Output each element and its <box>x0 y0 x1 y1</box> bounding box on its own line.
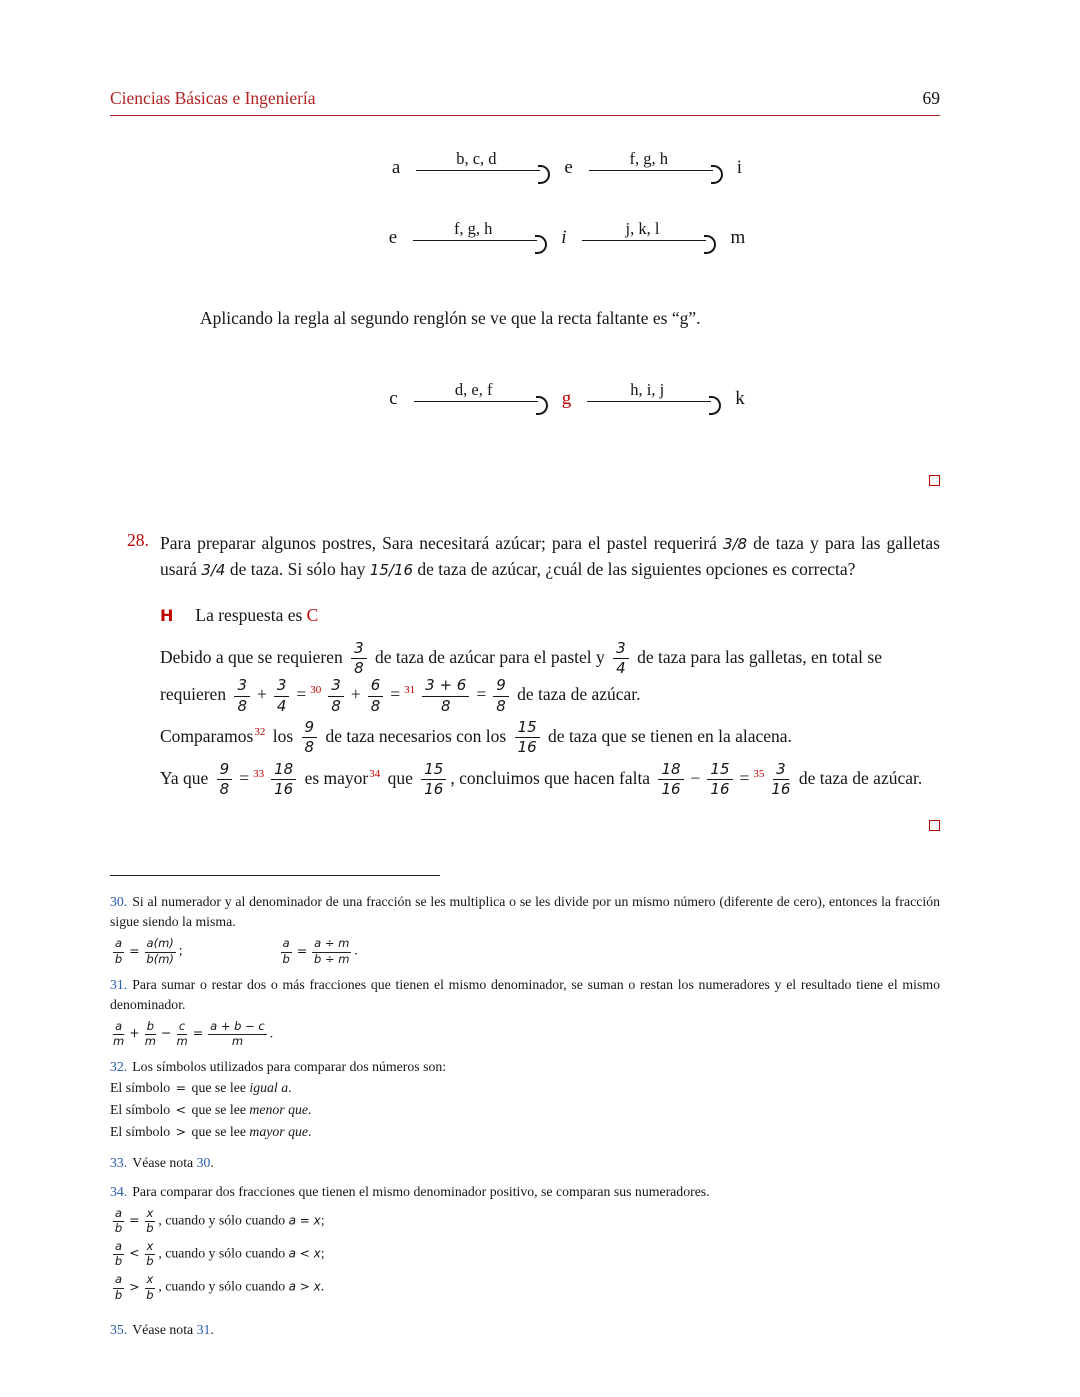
operator: − <box>690 767 701 788</box>
punctuation: . <box>320 1278 325 1294</box>
footnote-rule <box>110 875 440 876</box>
footnote-32 <box>110 1057 940 1077</box>
footnote-ref-32[interactable]: 32 <box>254 726 266 739</box>
equals-symbol: = <box>175 1080 187 1096</box>
footnote-31 <box>110 975 940 1015</box>
footnotes-section <box>110 875 940 1339</box>
numerator: 18 <box>271 761 296 780</box>
punctuation: . <box>288 1080 292 1096</box>
numerator: 9 <box>302 719 318 738</box>
footnote-33 <box>110 1153 940 1173</box>
text: de taza necesarios con los <box>321 725 511 746</box>
text: , cuando y sólo cuando <box>158 1245 289 1261</box>
denominator: b <box>146 1220 154 1235</box>
denominator: b(m) <box>146 951 174 966</box>
operator: = <box>296 942 308 958</box>
fraction <box>176 1020 187 1048</box>
denominator: 8 <box>354 658 364 677</box>
footnote-ref-33[interactable]: 33 <box>253 767 265 780</box>
arrow-label: b, c, d <box>456 149 497 168</box>
denominator: m <box>176 1034 188 1049</box>
problem-text: de taza. Si sólo hay <box>225 559 370 580</box>
denominator: m <box>113 1034 125 1049</box>
fraction <box>113 1020 124 1048</box>
solution-section <box>160 640 940 799</box>
text: que se lee <box>188 1080 250 1096</box>
text: El símbolo <box>110 1080 174 1096</box>
term: menor que <box>249 1102 309 1118</box>
denominator: 16 <box>661 780 681 799</box>
inline-fraction: 15/16 <box>369 561 414 580</box>
footnote-number[interactable]: 34. <box>110 1183 128 1199</box>
mapping-arrow <box>582 212 714 256</box>
page-header <box>110 88 940 116</box>
denominator: 8 <box>304 738 315 757</box>
fraction <box>368 677 384 715</box>
numerator: a + b − c <box>208 1020 267 1035</box>
diagram-letter: a <box>391 157 401 178</box>
arrow-label: d, e, f <box>454 380 493 399</box>
problem-statement <box>160 530 940 583</box>
diagram-row-answer <box>194 373 940 417</box>
problem-28 <box>110 530 940 583</box>
numerator: 3 <box>773 761 789 780</box>
operator: < <box>129 1245 140 1261</box>
section-title: Ciencias Básicas e Ingeniería <box>110 88 316 108</box>
denominator: 8 <box>496 696 506 715</box>
diagram-letter: k <box>735 388 745 409</box>
footnote-34-line-3 <box>110 1273 940 1301</box>
note-ref-31[interactable]: 31 <box>196 1321 211 1337</box>
fraction <box>145 937 176 965</box>
fraction <box>493 677 509 715</box>
greater-than-symbol: > <box>175 1124 187 1140</box>
footnote-31-math <box>110 1020 940 1048</box>
fraction <box>217 761 233 799</box>
denominator: 16 <box>274 780 294 799</box>
problem-text: Para preparar algunos postres, Sara necesitará azúcar; para el pastel requerirá <box>160 533 723 553</box>
fraction <box>312 937 351 965</box>
inline-fraction: 3/8 <box>722 535 748 553</box>
operator: > <box>129 1278 140 1294</box>
text: , cuando y sólo cuando <box>158 1278 289 1294</box>
diagram-letter-answer: g <box>561 388 572 409</box>
fraction <box>113 1240 124 1268</box>
text: que se lee <box>188 1124 250 1140</box>
fraction <box>422 677 469 715</box>
operator: + <box>257 684 267 705</box>
footnote-text: Para sumar o restar dos o más fracciones que tienen el mismo denominador, se suman o restan los numeradores y el resultado tiene el mismo denominador. <box>110 976 940 1012</box>
text: que <box>383 767 418 788</box>
footnote-32-line-1 <box>110 1077 940 1099</box>
solution-marker: H <box>160 605 174 625</box>
mapping-diagram-top <box>110 142 940 256</box>
numerator: 3 <box>351 640 367 659</box>
note-ref-30[interactable]: 30 <box>196 1154 211 1170</box>
numerator: 15 <box>421 761 446 780</box>
term: mayor que <box>249 1124 309 1140</box>
fraction <box>771 761 790 799</box>
footnote-34 <box>110 1182 940 1202</box>
fraction <box>145 1207 156 1235</box>
operator: = <box>739 767 750 788</box>
numerator: a <box>113 1273 124 1288</box>
text: El símbolo <box>110 1124 174 1140</box>
answer-letter: C <box>306 604 319 625</box>
denominator: 16 <box>517 738 537 757</box>
problem-text: de taza y para las galletas usará <box>160 533 940 580</box>
fraction <box>328 677 344 715</box>
fraction <box>274 677 290 715</box>
rule-explanation: Aplicando la regla al segundo renglón se ve que la recta faltante es “g”. <box>200 308 701 328</box>
text: de taza que se tienen en la alacena. <box>543 725 792 746</box>
fraction <box>234 677 250 715</box>
fraction <box>145 1240 156 1268</box>
footnote-35 <box>110 1320 940 1340</box>
numerator: a ÷ m <box>312 937 351 952</box>
qed-box <box>929 820 940 831</box>
footnote-ref-34[interactable]: 34 <box>369 767 381 780</box>
operator: = <box>296 684 307 705</box>
fraction <box>515 719 540 757</box>
footnote-ref-31[interactable]: 31 <box>404 684 416 697</box>
punctuation: ; <box>320 1245 325 1261</box>
fraction <box>113 1273 124 1301</box>
answer-line <box>160 605 940 626</box>
footnote-ref-30[interactable]: 30 <box>310 684 322 697</box>
fraction <box>145 1020 156 1048</box>
text: que se lee <box>188 1102 250 1118</box>
solution-paragraph-1 <box>160 640 940 715</box>
numerator: b <box>145 1020 156 1035</box>
footnote-text: Si al numerador y al denominador de una fracción se les multiplica o se les divide por un mismo número (diferente de cero), entonces la fracción sigue siendo la misma. <box>110 894 940 930</box>
footnote-number[interactable]: 30. <box>110 894 128 910</box>
diagram-letter: i <box>561 227 567 248</box>
diagram-letter: m <box>730 227 746 248</box>
footnote-34-line-1 <box>110 1207 940 1235</box>
denominator: 8 <box>219 780 230 799</box>
operator: + <box>350 684 361 705</box>
operator: = <box>476 684 487 705</box>
numerator: 3 <box>328 677 344 696</box>
punctuation: . <box>354 942 358 958</box>
fraction <box>145 1273 156 1301</box>
footnote-34-line-2 <box>110 1240 940 1268</box>
denominator: 16 <box>710 780 730 799</box>
denominator: b <box>114 1220 123 1235</box>
punctuation: . <box>269 1025 274 1041</box>
numerator: 3 + 6 <box>422 677 469 696</box>
text: Debido a que se requieren <box>160 646 348 667</box>
operator: = <box>390 684 401 705</box>
fraction <box>113 937 124 965</box>
fraction <box>302 719 318 757</box>
footnote-30-math <box>110 937 940 965</box>
fraction <box>658 761 683 799</box>
numerator: x <box>145 1207 156 1222</box>
denominator: b <box>146 1254 154 1269</box>
footnote-text: Para comparar dos fracciones que tienen el mismo denominador positivo, se comparan sus numeradores. <box>132 1183 710 1199</box>
text: El símbolo <box>110 1102 174 1118</box>
punctuation: . <box>210 1321 214 1337</box>
numerator: 6 <box>368 677 384 696</box>
mapping-arrow <box>416 142 548 186</box>
page-number: 69 <box>922 88 940 108</box>
fraction <box>351 640 367 678</box>
denominator: b <box>146 1287 154 1302</box>
diagram-letter: c <box>389 388 398 409</box>
fraction <box>208 1020 267 1048</box>
denominator: 4 <box>616 658 626 677</box>
footnote-ref-35[interactable]: 35 <box>753 767 765 780</box>
fraction <box>707 761 732 799</box>
numerator: x <box>145 1273 156 1288</box>
diagram-row-2 <box>194 212 940 256</box>
numerator: 15 <box>515 719 540 738</box>
text: Ya que <box>160 767 213 788</box>
numerator: 15 <box>707 761 732 780</box>
denominator: b <box>114 1287 123 1302</box>
fraction <box>113 1207 124 1235</box>
operator: = <box>192 1025 204 1041</box>
condition: a > x <box>288 1279 321 1294</box>
operator: = <box>129 942 140 958</box>
operator: = <box>129 1211 140 1227</box>
text: de taza para las galletas, en total se requieren <box>160 646 882 705</box>
footnote-number[interactable]: 33. <box>110 1154 128 1170</box>
numerator: a <box>281 937 292 952</box>
footnote-number[interactable]: 31. <box>110 976 128 992</box>
text: , concluimos que hacen falta <box>450 767 655 788</box>
denominator: b <box>282 951 290 966</box>
text: , cuando y sólo cuando <box>158 1211 289 1227</box>
operator: = <box>239 767 250 788</box>
numerator: a <box>113 937 124 952</box>
numerator: a(m) <box>145 937 176 952</box>
footnote-number[interactable]: 32. <box>110 1059 128 1075</box>
inline-fraction: 3/4 <box>201 561 226 580</box>
denominator: 8 <box>331 696 341 715</box>
numerator: 9 <box>217 761 233 780</box>
denominator: 16 <box>424 780 444 799</box>
condition: a < x <box>288 1246 321 1261</box>
numerator: x <box>145 1240 156 1255</box>
footnote-32-line-3 <box>110 1121 940 1143</box>
diagram-letter: e <box>388 227 398 248</box>
text: de taza de azúcar. <box>794 767 923 788</box>
text: de taza de azúcar para el pastel y <box>370 646 610 667</box>
mapping-arrow <box>413 212 545 256</box>
numerator: a <box>113 1240 124 1255</box>
operator: − <box>161 1025 172 1041</box>
denominator: 4 <box>276 696 287 715</box>
punctuation: ; <box>320 1211 325 1227</box>
denominator: m <box>231 1034 244 1049</box>
footnote-32-line-2 <box>110 1099 940 1121</box>
numerator: c <box>177 1020 187 1035</box>
denominator: 16 <box>771 780 791 799</box>
solution-paragraph-3 <box>160 761 940 799</box>
footnote-30 <box>110 892 940 932</box>
mapping-diagram-answer <box>110 373 940 417</box>
term: igual a <box>249 1080 289 1096</box>
numerator: 3 <box>234 677 250 696</box>
mapping-arrow <box>414 373 546 417</box>
diagram-row-1 <box>194 142 940 186</box>
fraction <box>421 761 446 799</box>
operator: + <box>129 1025 140 1041</box>
numerator: 18 <box>658 761 683 780</box>
arrow-label: h, i, j <box>630 380 665 399</box>
text: Véase nota <box>132 1154 197 1170</box>
text: es mayor <box>300 767 369 788</box>
solution-paragraph-2 <box>160 719 940 757</box>
answer-text: La respuesta es <box>195 604 307 625</box>
denominator: 8 <box>237 696 247 715</box>
arrow-label: f, g, h <box>629 149 669 168</box>
punctuation: . <box>308 1124 312 1140</box>
diagram-letter: e <box>564 157 573 178</box>
qed-box <box>929 475 940 486</box>
fraction <box>271 761 296 799</box>
arrow-label: j, k, l <box>625 219 660 238</box>
numerator: 3 <box>613 640 629 659</box>
denominator: m <box>144 1034 156 1049</box>
arrow-label: f, g, h <box>453 219 493 238</box>
punctuation: . <box>308 1102 312 1118</box>
problem-number: 28. <box>127 530 149 550</box>
problem-text: de taza de azúcar, ¿cuál de las siguientes opciones es correcta? <box>413 559 856 580</box>
fraction <box>613 640 629 678</box>
numerator: a <box>113 1020 124 1035</box>
fraction <box>281 937 292 965</box>
condition: a = x <box>288 1212 321 1227</box>
numerator: a <box>113 1207 124 1222</box>
less-than-symbol: < <box>175 1102 187 1118</box>
denominator: b ÷ m <box>314 951 350 966</box>
denominator: 8 <box>440 696 451 715</box>
denominator: b <box>114 1254 123 1269</box>
footnote-number[interactable]: 35. <box>110 1321 128 1337</box>
text: de taza de azúcar. <box>512 684 641 705</box>
footnote-text: Los símbolos utilizados para comparar dos números son: <box>132 1059 447 1075</box>
punctuation: . <box>210 1154 214 1170</box>
mapping-arrow <box>589 142 721 186</box>
denominator: 8 <box>370 696 381 715</box>
mapping-arrow <box>587 373 719 417</box>
denominator: b <box>114 951 123 966</box>
diagram-letter: i <box>736 157 743 178</box>
punctuation: ; <box>178 942 183 958</box>
numerator: 9 <box>493 677 509 696</box>
text: los <box>268 725 298 746</box>
text: Véase nota <box>132 1321 197 1337</box>
numerator: 3 <box>274 677 290 696</box>
text: Comparamos <box>160 725 254 746</box>
